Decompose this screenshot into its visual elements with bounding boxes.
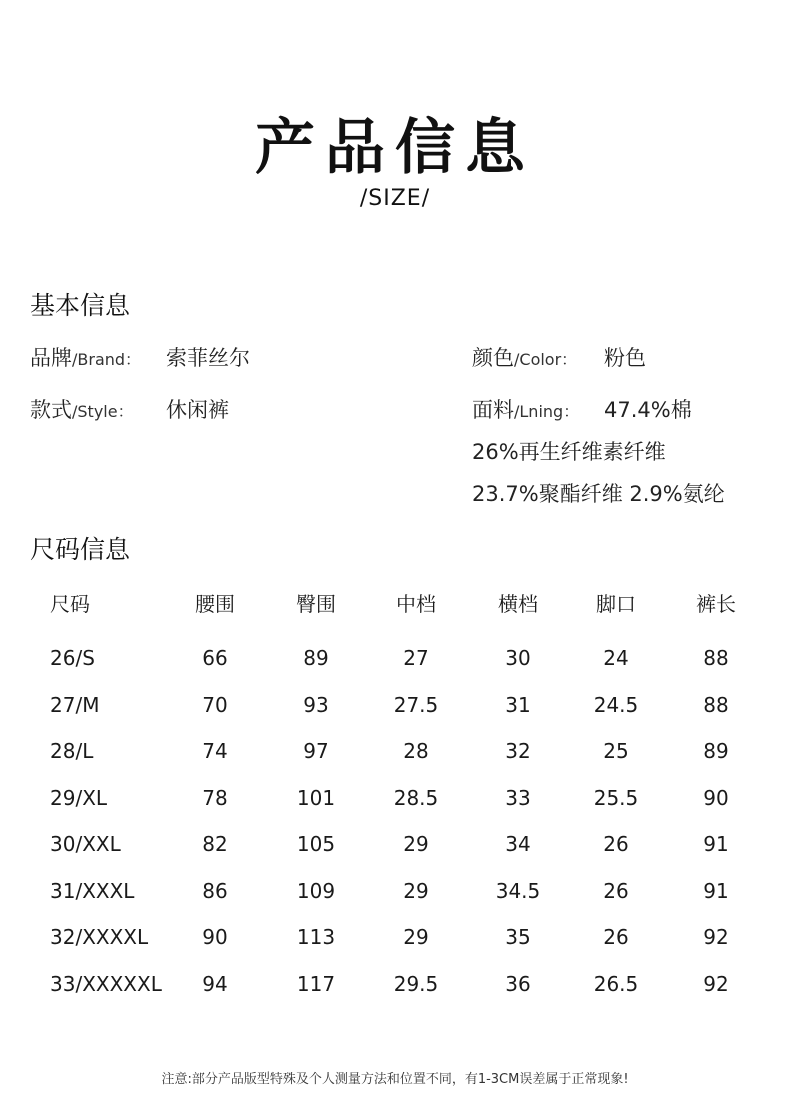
measurement-cell: 32	[505, 739, 531, 763]
measurement-cell: 25	[603, 739, 629, 763]
table-row	[0, 646, 790, 693]
measurement-cell: 28.5	[393, 785, 439, 810]
measurement-cell: 26.5	[593, 971, 639, 996]
size-label-cell: 28/L	[50, 739, 94, 763]
size-label-cell: 31/XXXL	[50, 878, 135, 903]
style-label-en: /Style：	[72, 402, 134, 421]
measurement-cell: 82	[202, 832, 228, 856]
measurement-cell: 90	[703, 785, 729, 810]
table-row	[0, 739, 790, 786]
table-header-cell: 腰围	[195, 592, 235, 616]
fabric-label-en: /Lning：	[514, 402, 580, 421]
measurement-cell: 101	[296, 785, 336, 810]
size-info-heading: 尺码信息	[30, 535, 131, 564]
measurement-cell: 36	[505, 971, 531, 996]
measurement-cell: 93	[303, 692, 329, 717]
measurement-cell: 91	[703, 878, 729, 903]
color-label-en: /Color：	[514, 350, 578, 369]
basic-info-heading: 基本信息	[30, 291, 131, 320]
table-row	[0, 832, 790, 879]
measurement-cell: 29	[403, 832, 429, 856]
measurement-cell: 29	[403, 925, 429, 949]
measurement-cell: 97	[303, 739, 329, 763]
table-row	[0, 693, 790, 740]
fabric-label-cn: 面料	[472, 398, 514, 422]
measurement-cell: 70	[202, 692, 228, 717]
measurement-cell: 31	[505, 692, 531, 717]
page-title: 产品信息	[255, 113, 535, 183]
style-value: 休闲裤	[166, 398, 229, 422]
size-label-cell: 30/XXL	[50, 832, 121, 856]
table-row	[0, 925, 790, 972]
measurement-cell: 26	[603, 878, 629, 903]
table-row	[0, 879, 790, 926]
measurement-cell: 94	[202, 971, 228, 996]
measurement-cell: 24.5	[593, 692, 639, 717]
measurement-cell: 27.5	[393, 692, 439, 717]
measurement-cell: 89	[703, 739, 729, 763]
table-header-cell: 裤长	[696, 592, 736, 616]
measurement-cell: 109	[296, 878, 336, 903]
measurement-cell: 28	[403, 739, 429, 763]
measurement-cell: 117	[296, 971, 336, 996]
size-label-cell: 27/M	[50, 692, 100, 717]
color-label-cn: 颜色	[472, 346, 514, 370]
measurement-cell: 30	[505, 646, 531, 670]
brand-value: 索菲丝尔	[166, 346, 250, 370]
table-row	[0, 972, 790, 1019]
measurement-cell: 29	[403, 878, 429, 903]
color-value: 粉色	[604, 346, 646, 370]
measurement-cell: 90	[202, 925, 228, 949]
brand-label-cn: 品牌	[30, 346, 72, 370]
measurement-cell: 34.5	[495, 878, 541, 903]
measurement-cell: 113	[296, 925, 336, 949]
table-header-cell: 横档	[498, 592, 538, 616]
measurement-cell: 91	[703, 832, 729, 856]
measurement-cell: 86	[202, 878, 228, 903]
measurement-cell: 92	[703, 925, 729, 949]
measurement-cell: 27	[403, 646, 429, 670]
measurement-cell: 78	[202, 785, 228, 810]
brand-label	[30, 342, 141, 372]
measurement-cell: 35	[505, 925, 531, 949]
measurement-cell: 24	[603, 646, 629, 670]
footer-note: 注意:部分产品版型特殊及个人测量方法和位置不同，有1-3CM误差属于正常现象!	[161, 1072, 629, 1087]
table-header-cell: 中档	[396, 592, 436, 616]
table-row	[0, 786, 790, 833]
style-label-cn: 款式	[30, 398, 72, 422]
table-body	[0, 646, 790, 1018]
brand-label-en: /Brand：	[72, 350, 142, 369]
measurement-cell: 89	[303, 646, 329, 670]
fabric-value-line3: 23.7%聚酯纤维 2.9%氨纶	[472, 482, 725, 506]
size-label-cell: 32/XXXXL	[50, 925, 149, 949]
measurement-cell: 88	[703, 646, 729, 670]
measurement-cell: 29.5	[393, 971, 439, 996]
measurement-cell: 26	[603, 832, 629, 856]
measurement-cell: 26	[603, 925, 629, 949]
measurement-cell: 33	[505, 785, 531, 810]
measurement-cell: 92	[703, 971, 729, 996]
size-label-cell: 29/XL	[50, 785, 108, 810]
color-label	[472, 342, 577, 372]
fabric-value-line2: 26%再生纤维素纤维	[472, 440, 666, 464]
size-label-cell: 33/XXXXXL	[50, 971, 162, 996]
table-header-row	[0, 588, 790, 646]
fabric-label	[472, 394, 579, 424]
measurement-cell: 34	[505, 832, 531, 856]
measurement-cell: 66	[202, 646, 228, 670]
table-header-cell: 脚口	[596, 592, 636, 616]
size-table	[0, 588, 790, 1018]
table-header-cell: 尺码	[50, 592, 90, 616]
measurement-cell: 105	[296, 832, 336, 856]
size-label-cell: 26/S	[50, 646, 95, 670]
measurement-cell: 74	[202, 739, 228, 763]
fabric-value-line1: 47.4%棉	[604, 398, 692, 422]
measurement-cell: 25.5	[593, 785, 639, 810]
measurement-cell: 88	[703, 692, 729, 717]
table-header-cell: 臀围	[296, 592, 336, 616]
page-subtitle: /SIZE/	[359, 186, 431, 211]
style-label	[30, 394, 134, 424]
